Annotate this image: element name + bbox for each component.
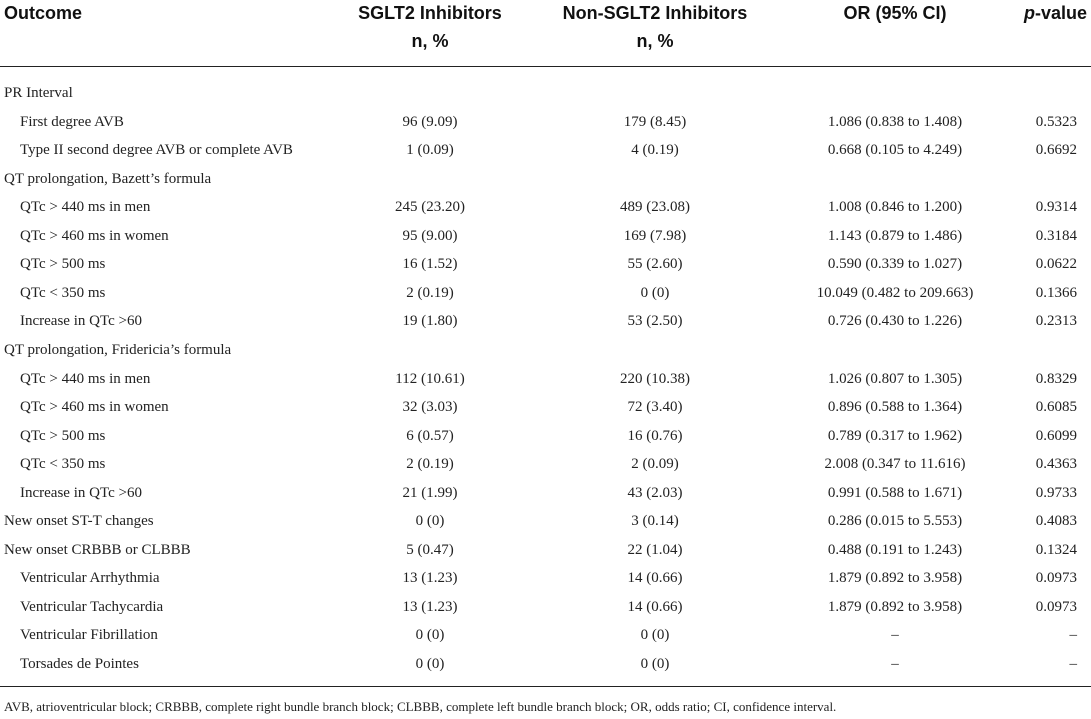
cell-or: 0.789 (0.317 to 1.962) xyxy=(827,427,963,444)
cell-sglt2: 96 (9.09) xyxy=(402,113,458,130)
bottom-rule xyxy=(0,686,1091,687)
cell-non-sglt2: 72 (3.40) xyxy=(627,399,683,416)
cell-non-sglt2: 43 (2.03) xyxy=(627,484,683,501)
cell-non-sglt2: 169 (7.98) xyxy=(623,227,687,244)
cell-or: 1.143 (0.879 to 1.486) xyxy=(827,227,963,244)
cell-non-sglt2: 4 (0.19) xyxy=(631,142,679,159)
header-outcome: Outcome xyxy=(4,3,83,23)
cell-non-sglt2: 16 (0.76) xyxy=(627,427,683,444)
cell-or: – xyxy=(891,656,899,672)
cell-or: 1.026 (0.807 to 1.305) xyxy=(827,370,963,387)
cell-outcome: Increase in QTc >60 xyxy=(20,484,142,501)
header-or: OR (95% CI) xyxy=(843,3,947,23)
cell-outcome: New onset CRBBB or CLBBB xyxy=(4,541,191,558)
cell-or: 0.286 (0.015 to 5.553) xyxy=(827,513,963,530)
cell-outcome: QTc > 500 ms xyxy=(20,427,106,444)
cell-sglt2: 112 (10.61) xyxy=(395,370,465,387)
cell-outcome: QT prolongation, Bazett’s formula xyxy=(4,170,212,187)
cell-p-value: – xyxy=(1069,627,1077,644)
header-sglt2-sub: n, % xyxy=(411,31,449,51)
cell-p-value: – xyxy=(1069,656,1077,672)
cell-p-value: 0.0973 xyxy=(1035,598,1077,615)
cell-or: 0.991 (0.588 to 1.671) xyxy=(827,484,963,501)
cell-p-value: 0.2313 xyxy=(1035,313,1077,330)
cell-or: 0.726 (0.430 to 1.226) xyxy=(827,313,963,330)
cell-p-value: 0.5323 xyxy=(1035,113,1077,130)
cell-p-value: 0.1324 xyxy=(1035,541,1077,558)
cell-sglt2: 16 (1.52) xyxy=(402,256,458,273)
cell-sglt2: 5 (0.47) xyxy=(406,541,454,558)
cell-outcome: QT prolongation, Fridericia’s formula xyxy=(4,341,232,358)
cell-or: – xyxy=(891,627,899,644)
cell-outcome: Ventricular Fibrillation xyxy=(20,627,158,644)
cell-p-value: 0.9314 xyxy=(1035,199,1077,216)
cell-outcome: New onset ST-T changes xyxy=(4,513,154,530)
cell-sglt2: 13 (1.23) xyxy=(402,570,458,587)
cell-non-sglt2: 0 (0) xyxy=(640,284,670,301)
cell-non-sglt2: 3 (0.14) xyxy=(631,513,679,530)
cell-outcome: QTc < 350 ms xyxy=(20,284,106,301)
cell-p-value: 0.4083 xyxy=(1035,513,1077,530)
cell-sglt2: 245 (23.20) xyxy=(395,199,465,216)
cell-outcome: Torsades de Pointes xyxy=(20,656,139,672)
cell-p-value: 0.6085 xyxy=(1035,399,1077,416)
cell-sglt2: 0 (0) xyxy=(415,513,445,530)
cell-p-value: 0.6099 xyxy=(1035,427,1077,444)
cell-sglt2: 2 (0.19) xyxy=(406,456,454,473)
header-sglt2: SGLT2 Inhibitors xyxy=(358,3,502,23)
cell-sglt2: 0 (0) xyxy=(415,627,445,644)
header-p-rest: -value xyxy=(1034,3,1087,23)
cell-outcome: First degree AVB xyxy=(20,113,124,130)
cell-p-value: 0.0622 xyxy=(1035,256,1077,273)
cell-sglt2: 19 (1.80) xyxy=(402,313,458,330)
cell-or: 1.879 (0.892 to 3.958) xyxy=(827,598,963,615)
cell-sglt2: 0 (0) xyxy=(415,656,445,672)
cell-outcome: QTc > 440 ms in men xyxy=(20,199,151,216)
cell-sglt2: 21 (1.99) xyxy=(402,484,458,501)
cell-or: 0.488 (0.191 to 1.243) xyxy=(827,541,963,558)
cell-or: 2.008 (0.347 to 11.616) xyxy=(824,456,966,473)
cell-outcome: Ventricular Arrhythmia xyxy=(20,570,160,587)
cell-outcome: QTc > 500 ms xyxy=(20,256,106,273)
cell-sglt2: 1 (0.09) xyxy=(406,142,454,159)
cell-outcome: Increase in QTc >60 xyxy=(20,313,142,330)
cell-p-value: 0.6692 xyxy=(1035,142,1077,159)
header-rule xyxy=(0,66,1091,67)
cell-or: 0.896 (0.588 to 1.364) xyxy=(827,399,963,416)
header-non-sglt2-sub: n, % xyxy=(636,31,674,51)
cell-non-sglt2: 220 (10.38) xyxy=(620,370,690,387)
cell-non-sglt2: 53 (2.50) xyxy=(627,313,683,330)
cell-p-value: 0.9733 xyxy=(1035,484,1077,501)
cell-or: 0.590 (0.339 to 1.027) xyxy=(827,256,963,273)
cell-non-sglt2: 2 (0.09) xyxy=(631,456,679,473)
cell-non-sglt2: 55 (2.60) xyxy=(627,256,683,273)
cell-outcome: QTc > 460 ms in women xyxy=(20,227,169,244)
cell-sglt2: 6 (0.57) xyxy=(406,427,454,444)
cell-non-sglt2: 14 (0.66) xyxy=(627,570,683,587)
cell-p-value: 0.8329 xyxy=(1035,370,1077,387)
header-non-sglt2: Non-SGLT2 Inhibitors xyxy=(562,3,748,23)
cell-non-sglt2: 14 (0.66) xyxy=(627,598,683,615)
cell-outcome: PR Interval xyxy=(4,85,73,101)
cell-or: 1.879 (0.892 to 3.958) xyxy=(827,570,963,587)
header-p-italic: p xyxy=(1023,3,1035,23)
cell-sglt2: 95 (9.00) xyxy=(402,227,458,244)
cell-non-sglt2: 489 (23.08) xyxy=(620,199,690,216)
cell-non-sglt2: 22 (1.04) xyxy=(627,541,683,558)
cell-or: 1.086 (0.838 to 1.408) xyxy=(827,113,963,130)
cell-sglt2: 2 (0.19) xyxy=(406,284,454,301)
cell-p-value: 0.0973 xyxy=(1035,570,1077,587)
cell-or: 1.008 (0.846 to 1.200) xyxy=(827,199,963,216)
cell-outcome: QTc > 440 ms in men xyxy=(20,370,151,387)
cell-or: 10.049 (0.482 to 209.663) xyxy=(816,284,974,301)
cell-p-value: 0.3184 xyxy=(1035,227,1077,244)
cell-outcome: QTc > 460 ms in women xyxy=(20,399,169,416)
footnote: AVB, atrioventricular block; CRBBB, complete right bundle branch block; CLBBB, complete left bundle branch block; OR, odds ratio; CI, confidence interval. xyxy=(4,699,837,714)
cell-non-sglt2: 179 (8.45) xyxy=(623,113,687,130)
cell-non-sglt2: 0 (0) xyxy=(640,627,670,644)
cell-non-sglt2: 0 (0) xyxy=(640,656,670,672)
cell-p-value: 0.1366 xyxy=(1035,284,1077,301)
cell-sglt2: 13 (1.23) xyxy=(402,598,458,615)
cell-outcome: Ventricular Tachycardia xyxy=(20,598,164,615)
cell-or: 0.668 (0.105 to 4.249) xyxy=(827,142,963,159)
cell-sglt2: 32 (3.03) xyxy=(402,399,458,416)
header-p-value xyxy=(1010,3,1087,24)
cell-outcome: Type II second degree AVB or complete AVB xyxy=(20,142,293,159)
cell-p-value: 0.4363 xyxy=(1035,456,1077,473)
cell-outcome: QTc < 350 ms xyxy=(20,456,106,473)
